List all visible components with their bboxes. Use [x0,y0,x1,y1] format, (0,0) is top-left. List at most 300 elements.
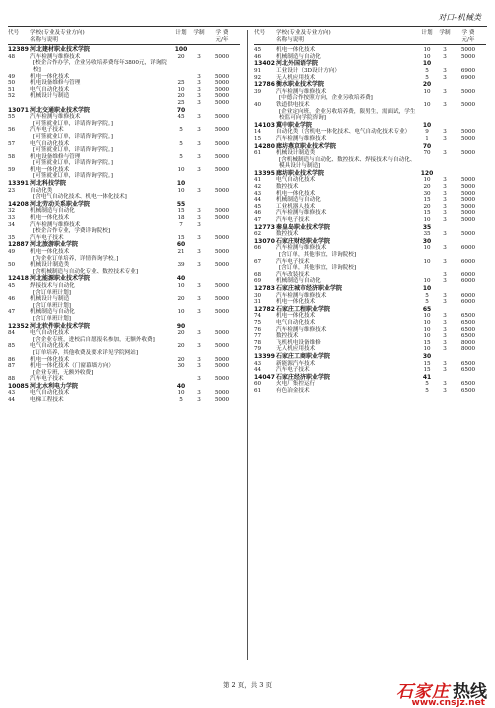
major-row [254,47,486,54]
code-cell: 44 [8,397,16,404]
plan-cell: 9 [425,129,429,136]
plan-cell: 10 [423,245,431,252]
name-cell: 机电一体化技术 [276,299,316,306]
fee-cell: 5000 [460,210,476,217]
plan-cell: 10 [177,309,185,316]
fee-cell: 5000 [214,215,230,222]
left-rows [8,47,240,403]
name-cell: 无人机应用技术 [276,346,316,353]
header-plan: 计划 [175,30,187,36]
plan-cell: 10 [177,282,185,289]
major-row [254,184,486,191]
plan-cell: 30 [177,363,185,370]
header-years: 学制 [193,30,205,36]
school-row [254,354,486,361]
note-row [254,265,486,272]
years-cell: 3 [443,217,447,224]
years-cell: 3 [443,190,447,197]
major-row [8,296,240,303]
right-column-header [254,30,486,45]
name-cell: 廊坊职业技术学院 [276,169,325,177]
fee-cell: 5000 [214,234,230,241]
name-cell: 机电设备维修与管理 [30,153,81,160]
fee-cell: 5000 [214,376,230,383]
code-cell: 14047 [254,373,275,381]
fee-cell: 6000 [460,292,476,299]
major-row [254,367,486,374]
years-cell: 3 [197,99,201,106]
major-row [254,150,486,157]
code-cell: 76 [254,326,262,333]
fee-cell: 5000 [460,129,476,136]
fee-cell: 5000 [460,184,476,191]
code-cell: 30 [254,292,262,299]
plan-cell: 10 [423,217,431,224]
fee-cell: 5000 [214,249,230,255]
years-cell: 3 [443,258,447,265]
years-cell: 3 [197,282,201,289]
fee-cell: 5000 [214,356,230,363]
years-cell: 3 [443,177,447,184]
left-column [8,30,240,404]
name-cell: [校企合作专业，学费详询院校] [33,228,111,235]
fee-cell: 5000 [460,190,476,197]
name-cell: 河北科技学院 [30,180,67,188]
name-cell: 汽车改装技术 [276,271,310,278]
fee-cell: 5000 [214,282,230,289]
plan-cell: 39 [177,262,185,269]
years-cell: 3 [443,47,447,54]
name-cell: [为企业订单培养，详情咨询学校。] [33,255,119,262]
code-cell: 10085 [8,382,29,390]
name-cell: 机械制造与自动化 [276,278,321,285]
plan-cell: 40 [176,382,186,390]
name-cell: 衡水职业技术学院 [276,81,325,89]
school-row [254,82,486,89]
code-cell: 46 [254,53,262,60]
years-cell: 3 [443,231,447,238]
code-cell: 13399 [254,352,275,360]
code-cell: 31 [254,299,262,306]
code-cell: 13071 [8,106,29,114]
school-row [8,47,240,54]
major-row [8,309,240,316]
fee-cell: 5000 [214,208,230,215]
fee-cell: 6000 [460,245,476,252]
fee-cell: 5000 [460,197,476,204]
name-cell: [含订单班计划] [33,302,71,309]
major-row [8,127,240,134]
plan-cell: 10 [423,333,431,340]
code-cell: 43 [8,390,16,397]
plan-cell: 5 [425,74,429,81]
code-cell: 13391 [8,180,29,188]
column-divider [247,30,248,660]
name-cell: 汽车检测与维修技术 [276,135,327,142]
page-header [0,0,495,28]
note-row [8,228,240,235]
note-row [254,109,486,122]
years-cell: 3 [443,346,447,353]
code-cell: 67 [254,258,262,265]
note-row [8,60,240,73]
name-cell: 河北交通职业技术学院 [30,106,91,114]
plan-cell: 5 [425,292,429,299]
note-row [254,157,486,170]
plan-cell: 20 [177,53,185,60]
code-cell: 50 [8,262,16,269]
years-cell: 3 [443,299,447,306]
name-cell: 机电一体化技术 [30,356,70,363]
plan-cell: 15 [177,234,185,241]
name-cell: 工业设计（3D设计方向） [276,67,340,74]
code-cell: 23 [8,187,16,194]
name-cell: 汽车电子技术 [276,217,310,224]
name-cell: 机械制造与自动化 [30,208,75,215]
code-cell: 88 [8,376,16,383]
fee-cell: 5000 [214,127,230,134]
plan-cell: 70 [423,150,431,157]
years-cell: 3 [443,74,447,81]
fee-cell: 5000 [214,296,230,303]
plan-cell: 45 [177,114,185,121]
major-row [254,129,486,136]
plan-cell: 15 [423,197,431,204]
years-cell: 3 [443,203,447,210]
years-cell: 3 [197,86,201,93]
code-cell: 12389 [8,46,29,54]
name-cell: 河北旅游职业学院 [30,241,79,249]
plan-cell: 35 [423,231,431,238]
code-cell: 57 [8,140,16,147]
code-cell: 52 [8,93,16,100]
years-cell: 3 [443,319,447,326]
name-cell: 廊坊燕京职业技术学院 [276,142,337,150]
major-row [8,376,240,383]
years-cell: 3 [443,210,447,217]
years-cell: 3 [443,129,447,136]
name-cell: 河北水利电力学院 [30,382,79,390]
years-cell: 3 [443,278,447,285]
years-cell: 3 [443,88,447,95]
major-row [8,363,240,370]
fee-cell: 5000 [460,88,476,95]
major-row [254,299,486,306]
fee-cell: 5000 [214,390,230,397]
fee-cell: 6000 [460,278,476,285]
name-cell: [可签就业订单，详请咨询学院。] [33,173,113,180]
years-cell: 3 [443,326,447,333]
plan-cell: 10 [423,177,431,184]
code-cell: 74 [254,313,262,320]
major-row [8,215,240,222]
note-row [8,147,240,154]
major-row [8,80,240,87]
name-cell: [可签就业订单，详请咨询学院。] [33,120,113,127]
name-cell: 汽车检测与维修技术 [276,88,327,95]
years-cell: 3 [197,221,201,228]
name-cell: 机械制造与自动化 [276,197,321,204]
fee-cell: 5000 [460,47,476,54]
fee-cell: 5000 [214,114,230,121]
name-cell: 机械设计制造类 [30,262,70,269]
code-cell: 69 [254,278,262,285]
code-cell: 91 [254,67,262,74]
name-cell: 汽车检测与维修技术 [30,221,81,228]
plan-cell: 15 [423,360,431,367]
years-cell: 3 [443,67,447,74]
major-row [254,231,486,238]
school-row [254,61,486,68]
plan-cell: 90 [176,322,186,330]
section-title: 对口-机械类 [438,13,481,22]
name-cell: [含电气自动化技术、机电一体化技术] [33,194,127,201]
name-cell: 汽车电子技术 [276,258,310,265]
header-rule [8,26,487,27]
plan-cell: 10 [423,88,431,95]
major-row [8,100,240,107]
name-cell: 数控技术 [276,231,299,238]
header-code: 代号 [8,30,20,36]
watermark-hot: 热线 [453,682,487,702]
name-cell: 工业机器人技术 [276,203,316,210]
code-cell: 12786 [254,81,275,89]
name-cell: [可签就业订单，详请咨询学院。] [33,160,113,167]
code-cell: 51 [8,86,16,93]
plan-cell: 10 [177,390,185,397]
header-years: 学制 [439,30,451,36]
years-cell: 3 [197,376,201,383]
name-cell: 电气自动化技术 [30,343,70,350]
name-cell: 机电一体化技术 [30,166,70,173]
fee-cell: 5000 [214,73,230,80]
name-cell: [含订单班计划] [33,289,71,296]
fee-cell: 6000 [460,299,476,306]
code-cell: 87 [8,363,16,370]
name-cell: 汽车检测与维修技术 [276,210,327,217]
fee-cell: 5000 [214,166,230,173]
code-cell: 42 [254,184,262,191]
plan-cell: 60 [176,241,186,249]
code-cell: 78 [254,339,262,346]
note-row [8,316,240,323]
plan-cell: 55 [176,200,186,208]
school-row [254,286,486,293]
major-row [254,320,486,327]
code-cell: 14280 [254,142,275,150]
code-cell: 15 [254,135,262,142]
plan-cell: 20 [423,203,431,210]
fee-cell: 5000 [214,343,230,350]
plan-cell: 10 [176,180,186,188]
plan-cell: 65 [422,305,432,313]
plan-cell: 10 [422,284,432,292]
name-cell: 铁道供电技术 [276,101,310,108]
years-cell: 3 [197,153,201,160]
years-cell: 3 [443,101,447,108]
years-cell: 3 [443,333,447,340]
fee-cell: 5000 [460,135,476,142]
fee-cell: 8000 [460,339,476,346]
plan-cell: 25 [177,80,185,87]
name-cell: [可签就业订单，详请咨询学院。] [33,147,113,154]
years-cell: 3 [197,73,201,80]
code-cell: 86 [8,356,16,363]
code-cell: 12418 [8,275,29,283]
fee-cell: 5000 [214,86,230,93]
years-cell: 3 [443,313,447,320]
fee-cell: 5000 [214,397,230,404]
major-row [254,217,486,224]
name-cell: 机械设计与制造 [30,296,70,303]
major-row [254,381,486,388]
years-cell: 3 [443,381,447,388]
plan-cell: 5 [425,299,429,306]
code-cell: 61 [254,150,262,157]
code-cell: 46 [254,210,262,217]
major-row [8,114,240,121]
code-cell: 35 [8,234,16,241]
name-cell: [含订单，其他事宜，详询院校] [279,265,357,272]
fee-cell: 5000 [214,330,230,337]
fee-cell: 6500 [460,313,476,320]
name-cell: 汽车电子技术 [276,367,310,374]
years-cell: 3 [197,363,201,370]
name-cell: 电气自动化技术 [276,319,316,326]
years-cell: 3 [443,184,447,191]
plan-cell: 30 [422,237,432,245]
fee-cell: 5000 [214,363,230,370]
plan-cell: 21 [177,249,185,255]
name-cell: [含机械制造与自动化专业、数控技术专业] [33,268,139,275]
name-cell: 电梯工程技术 [30,397,64,404]
name-cell: [含机械制造与自动化、数控技术、焊接技术与自动化、模具设计与制造] [279,156,416,170]
right-rows [254,47,486,394]
plan-cell: 5 [179,397,183,404]
plan-cell: 40 [176,275,186,283]
years-cell: 3 [197,343,201,350]
years-cell: 3 [443,387,447,394]
major-row [8,397,240,404]
code-cell: 33 [8,215,16,222]
fee-cell: 6500 [460,367,476,374]
code-cell: 60 [254,381,262,388]
code-cell: 66 [254,245,262,252]
name-cell: [校企合作办学，企业另收培养费每年3800元，详询院校] [33,60,167,73]
code-cell: 34 [8,221,16,228]
name-cell: 秦皇岛职业技术学院 [276,223,331,231]
name-cell: [企业定向班，企业另收培养费，限男生，需面试，学生校监可向学院咨询] [279,108,416,122]
name-cell: 汽车电子技术 [30,234,64,241]
plan-cell: 7 [179,221,183,228]
note-row [8,194,240,201]
fee-cell: 6900 [460,74,476,81]
name-cell: 飞机机电设备维修 [276,339,321,346]
fee-cell: 6500 [460,333,476,340]
fee-cell: 5000 [214,153,230,160]
plan-cell: 10 [423,346,431,353]
code-cell: 58 [8,153,16,160]
fee-cell: 6500 [460,387,476,394]
plan-cell: 10 [423,258,431,265]
name-cell: 汽车检测与维修技术 [30,53,81,60]
major-row [254,136,486,143]
name-cell: 石家庄城市经济职业学院 [276,284,343,292]
fee-cell: 5000 [214,99,230,106]
code-cell: 47 [254,217,262,224]
years-cell: 3 [197,127,201,134]
major-row [8,283,240,290]
code-cell: 12783 [254,284,275,292]
plan-cell: 15 [423,339,431,346]
name-cell: 焊接技术与自动化 [30,282,75,289]
fee-cell: 6500 [460,360,476,367]
major-row [254,313,486,320]
code-cell: 62 [254,231,262,238]
major-row [254,333,486,340]
plan-cell: 18 [177,215,185,222]
code-cell: 12352 [8,322,29,330]
name-cell: [含订单班计划] [33,315,71,322]
name-cell: 无人机应用技术 [276,74,316,81]
major-row [254,278,486,285]
name-cell: 数控技术 [276,184,299,191]
fee-cell: 5000 [460,203,476,210]
years-cell: 3 [443,367,447,374]
plan-cell: 10 [423,53,431,60]
note-row [8,350,240,357]
code-cell: 12773 [254,223,275,231]
years-cell: 3 [197,166,201,173]
name-cell: 电气自动化技术 [30,330,70,337]
fee-cell: 6900 [460,67,476,74]
years-cell: 3 [197,262,201,269]
code-cell: 43 [254,190,262,197]
plan-cell: 5 [425,387,429,394]
major-row [254,68,486,75]
years-cell: 3 [197,234,201,241]
plan-cell: 5 [179,140,183,147]
code-cell: 13402 [254,60,275,68]
name-cell: 新能源汽车技术 [276,360,316,367]
code-cell: 32 [8,208,16,215]
fee-cell: 8000 [460,346,476,353]
code-cell: 40 [254,101,262,108]
fee-cell: 5000 [460,150,476,157]
name-cell: [含企业专班，进校后自愿报名参加，无额外收费] [33,336,155,343]
years-cell: 3 [197,390,201,397]
years-cell: 3 [443,197,447,204]
header-code: 代号 [254,30,266,36]
name-cell: 数控技术 [276,333,299,340]
name-cell: [中德合作按照方向，企业另收培养费] [279,95,373,102]
years-cell: 3 [443,150,447,157]
name-cell: 汽车检测与维修技术 [30,114,81,121]
name-cell: 电气自动化技术 [30,390,70,397]
major-row [254,346,486,353]
school-row [8,242,240,249]
plan-cell: 70 [176,106,186,114]
name-cell: 机械设计与制造 [30,93,70,100]
name-cell: 机械制造与自动化 [30,309,75,316]
years-cell: 3 [197,208,201,215]
fee-cell: 5000 [460,53,476,60]
note-row [254,252,486,259]
name-cell: 自动化类（含机电一体化技术、电气自动化技术专业） [276,129,411,136]
plan-cell: 10 [422,60,432,68]
years-cell: 3 [197,249,201,255]
name-cell: 机电一体化技术 [276,313,316,320]
